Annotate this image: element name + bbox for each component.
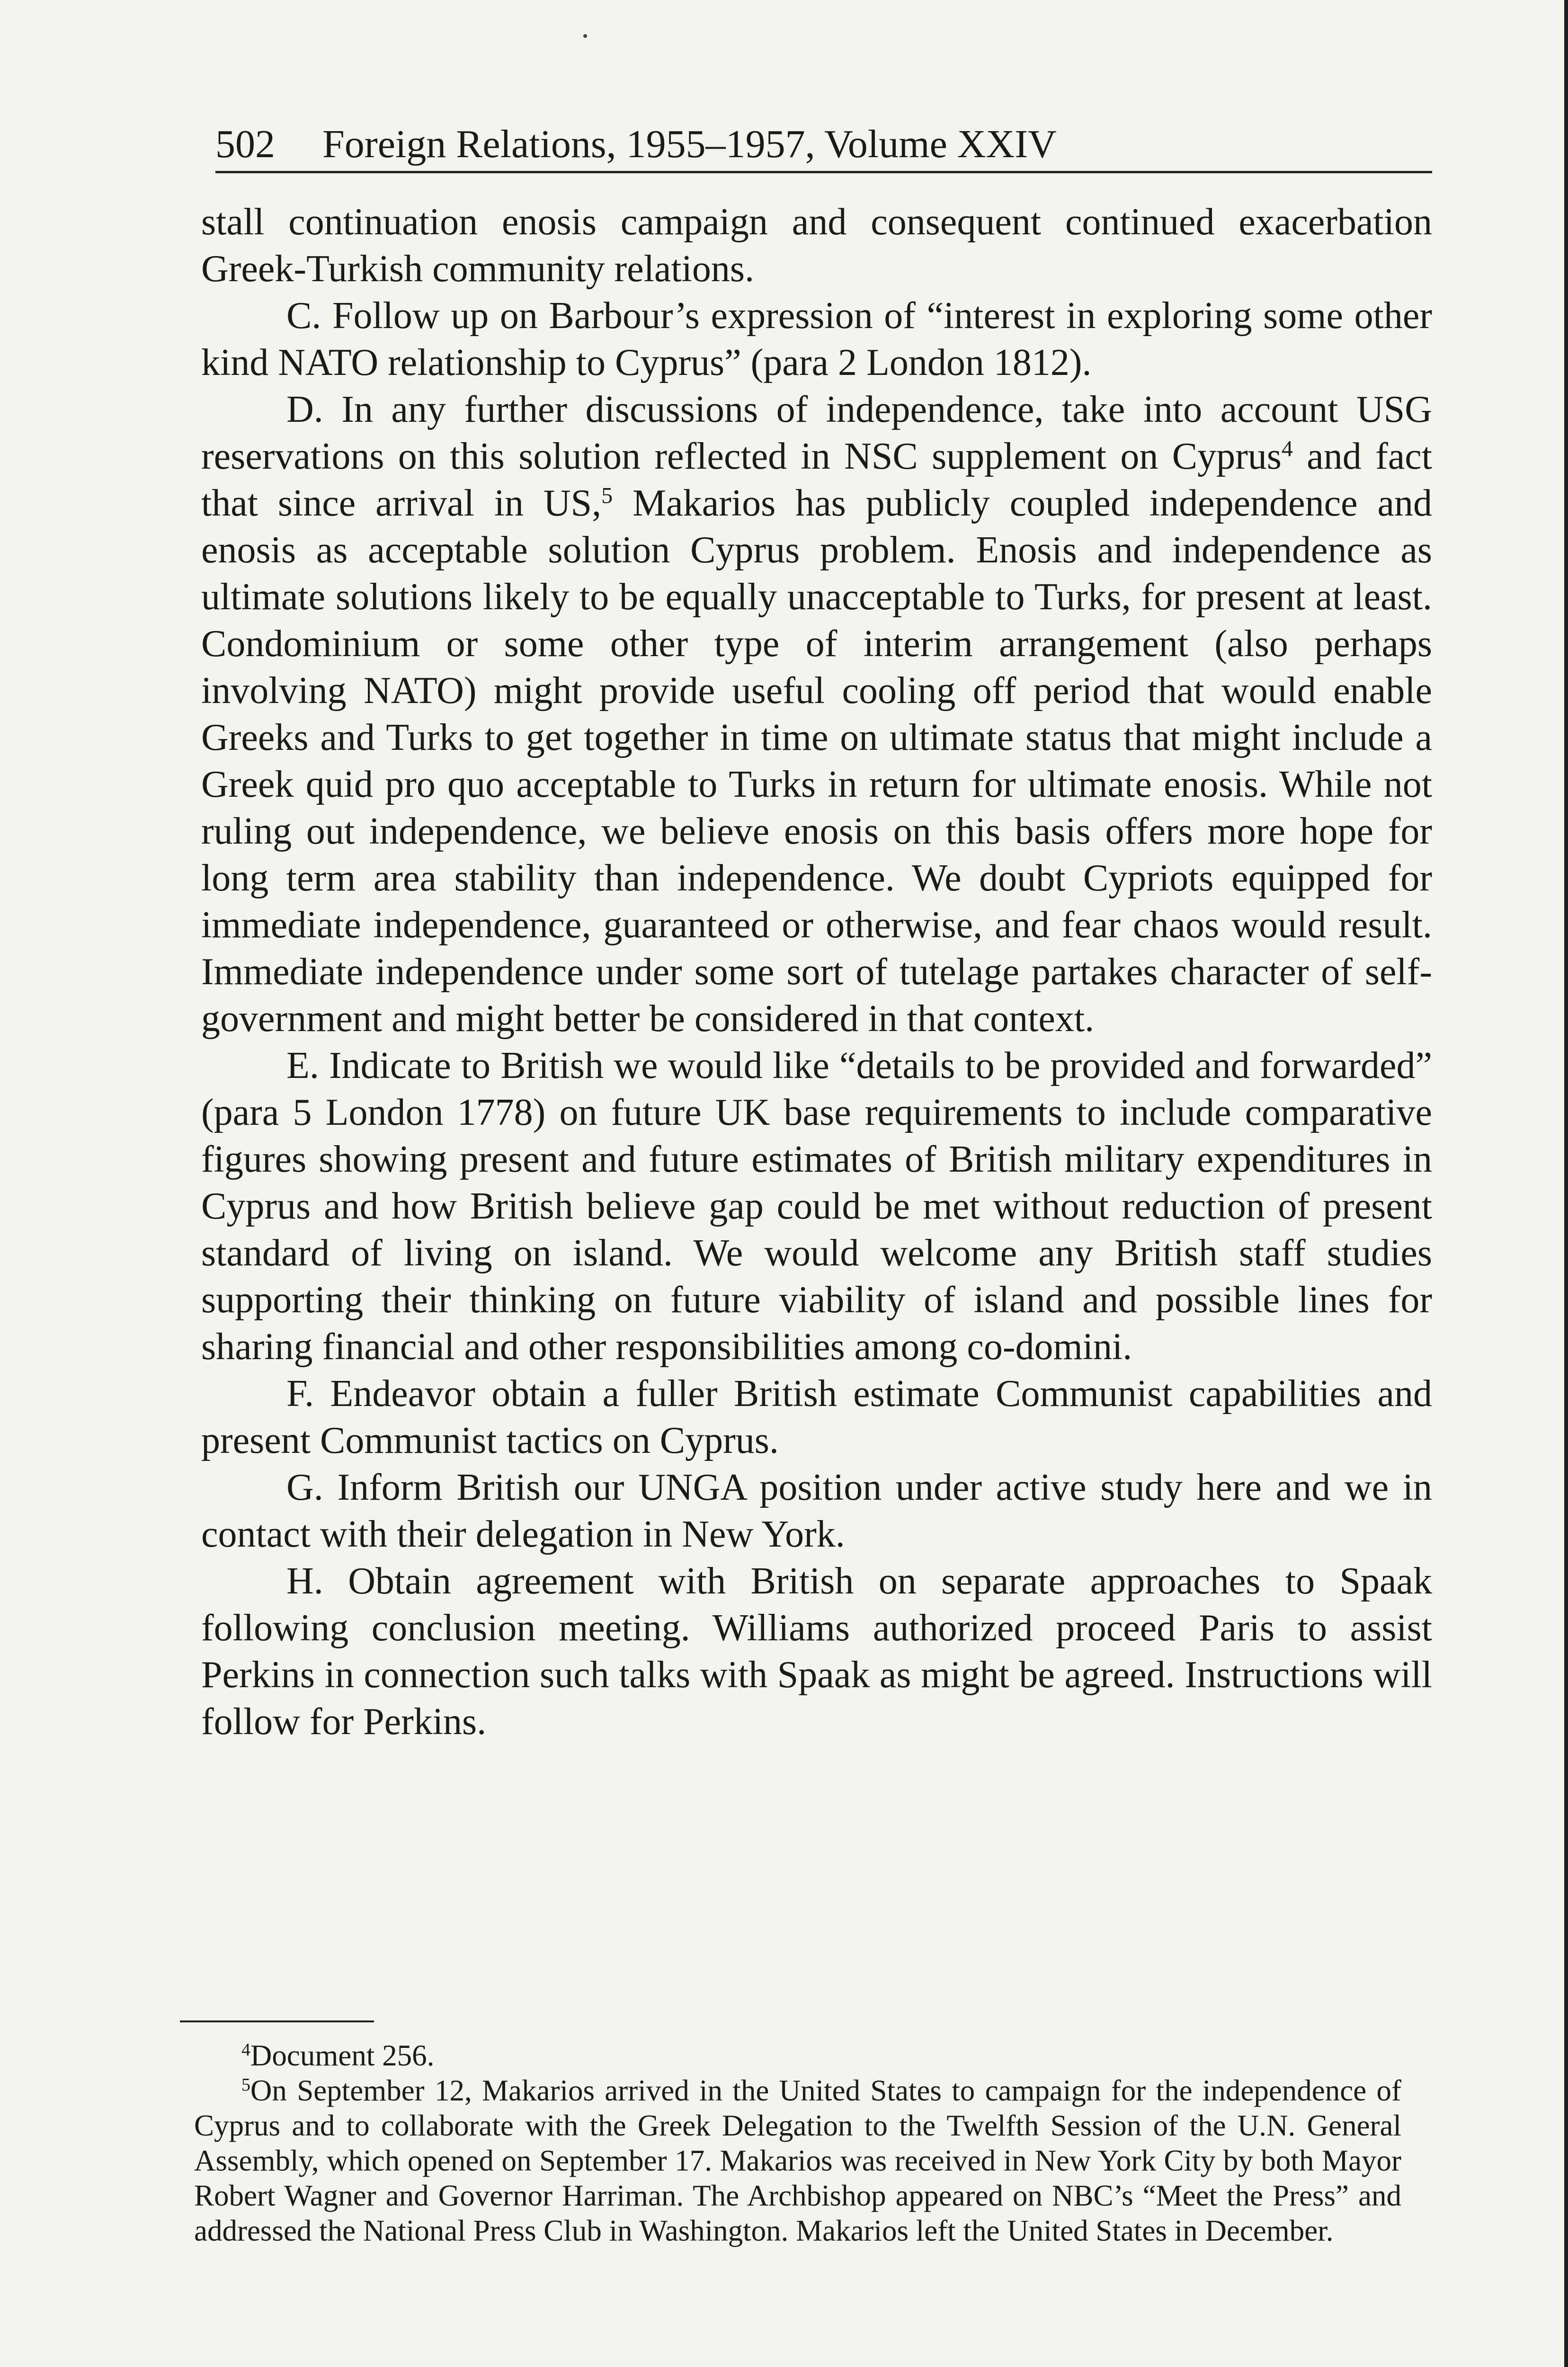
page-number: 502	[215, 122, 275, 166]
scan-speck	[583, 34, 587, 38]
footnote-divider	[180, 2020, 374, 2022]
paragraph-continuation: stall continuation enosis campaign and consequent continued exacerbation Greek-Turkish community relations.	[201, 201, 1432, 290]
footnote-ref-5[interactable]: 5	[601, 483, 613, 508]
paragraph-d-part-3: Makarios has publicly coupled independence and enosis as acceptable solution Cyprus problem. Enosis and independence as ultimate solutions likely to be equally unacceptable to Turks, for present at least. Condominium or some other type of interim arrangement (also perhaps involving NATO) might provide useful cooling off period that would enable Greeks and Turks to get together in time on ultimate status that might include a Greek quid pro quo acceptable to Turks in return for ultimate enosis. While not ruling out independence, we believe enosis on this basis offers more hope for long term area stability than independence. We doubt Cypriots equipped for immediate independence, guaranteed or otherwise, and fear chaos would result. Immediate independence under some sort of tutelage partakes character of self-government and might better be considered in that context.	[201, 482, 1433, 1040]
footnote-marker: 5	[241, 2075, 250, 2095]
paragraph-g: G. Inform British our UNGA position under active study here and we in contact with their delegation in New York.	[201, 1467, 1432, 1555]
paragraph-d-part-1: D. In any further discussions of independence, take into account USG reservations on this solution reflected in NSC supplement on Cyprus	[201, 389, 1432, 477]
body-text	[201, 199, 1432, 1745]
paragraph-d-part-2: and fact that since arrival in US,	[201, 436, 1433, 524]
paragraph-e: E. Indicate to British we would like “details to be provided and forwarded” (para 5 London 1778) on future UK base requirements to include comparative figures showing present and future estimates of British military expenditures in Cyprus and how British believe gap could be met without reduction of present standard of living on island. We would welcome any British staff studies supporting their thinking on future viability of island and possible lines for sharing financial and other responsibilities among co-domini.	[201, 1045, 1432, 1368]
paragraph-f: F. Endeavor obtain a fuller British estimate Communist capabilities and present Communist tactics on Cyprus.	[201, 1373, 1432, 1461]
footnote-5	[194, 2073, 1401, 2248]
paragraph-c: C. Follow up on Barbour’s expression of “interest in exploring some other kind NATO relationship to Cyprus” (para 2 London 1812).	[201, 295, 1432, 383]
footnote-4	[194, 2038, 1401, 2073]
paragraph-h: H. Obtain agreement with British on separate approaches to Spaak following conclusion meeting. Williams authorized proceed Paris to assist Perkins in connection such talks with Spaak as might be agreed. Instructions will follow for Perkins.	[201, 1560, 1432, 1743]
paragraph-d	[201, 386, 1432, 1042]
footnote-marker: 4	[241, 2040, 250, 2060]
footnote-text: On September 12, Makarios arrived in the United States to campaign for the independence of Cyprus and to collaborate with the Greek Delegation to the Twelfth Session of the U.N. General Assembly, which opened on September 17. Makarios was received in New York City by both Mayor Robert Wagner and Governor Harriman. The Archbishop appeared on NBC’s “Meet the Press” and addressed the National Press Club in Washington. Makarios left the United States in December.	[194, 2074, 1401, 2247]
footnotes	[194, 2038, 1401, 2248]
scan-edge	[1564, 0, 1568, 2367]
running-title: Foreign Relations, 1955–1957, Volume XXIV	[322, 122, 1057, 166]
running-header	[215, 121, 1432, 173]
footnote-ref-4[interactable]: 4	[1281, 436, 1293, 462]
footnote-text: Document 256.	[250, 2039, 435, 2072]
